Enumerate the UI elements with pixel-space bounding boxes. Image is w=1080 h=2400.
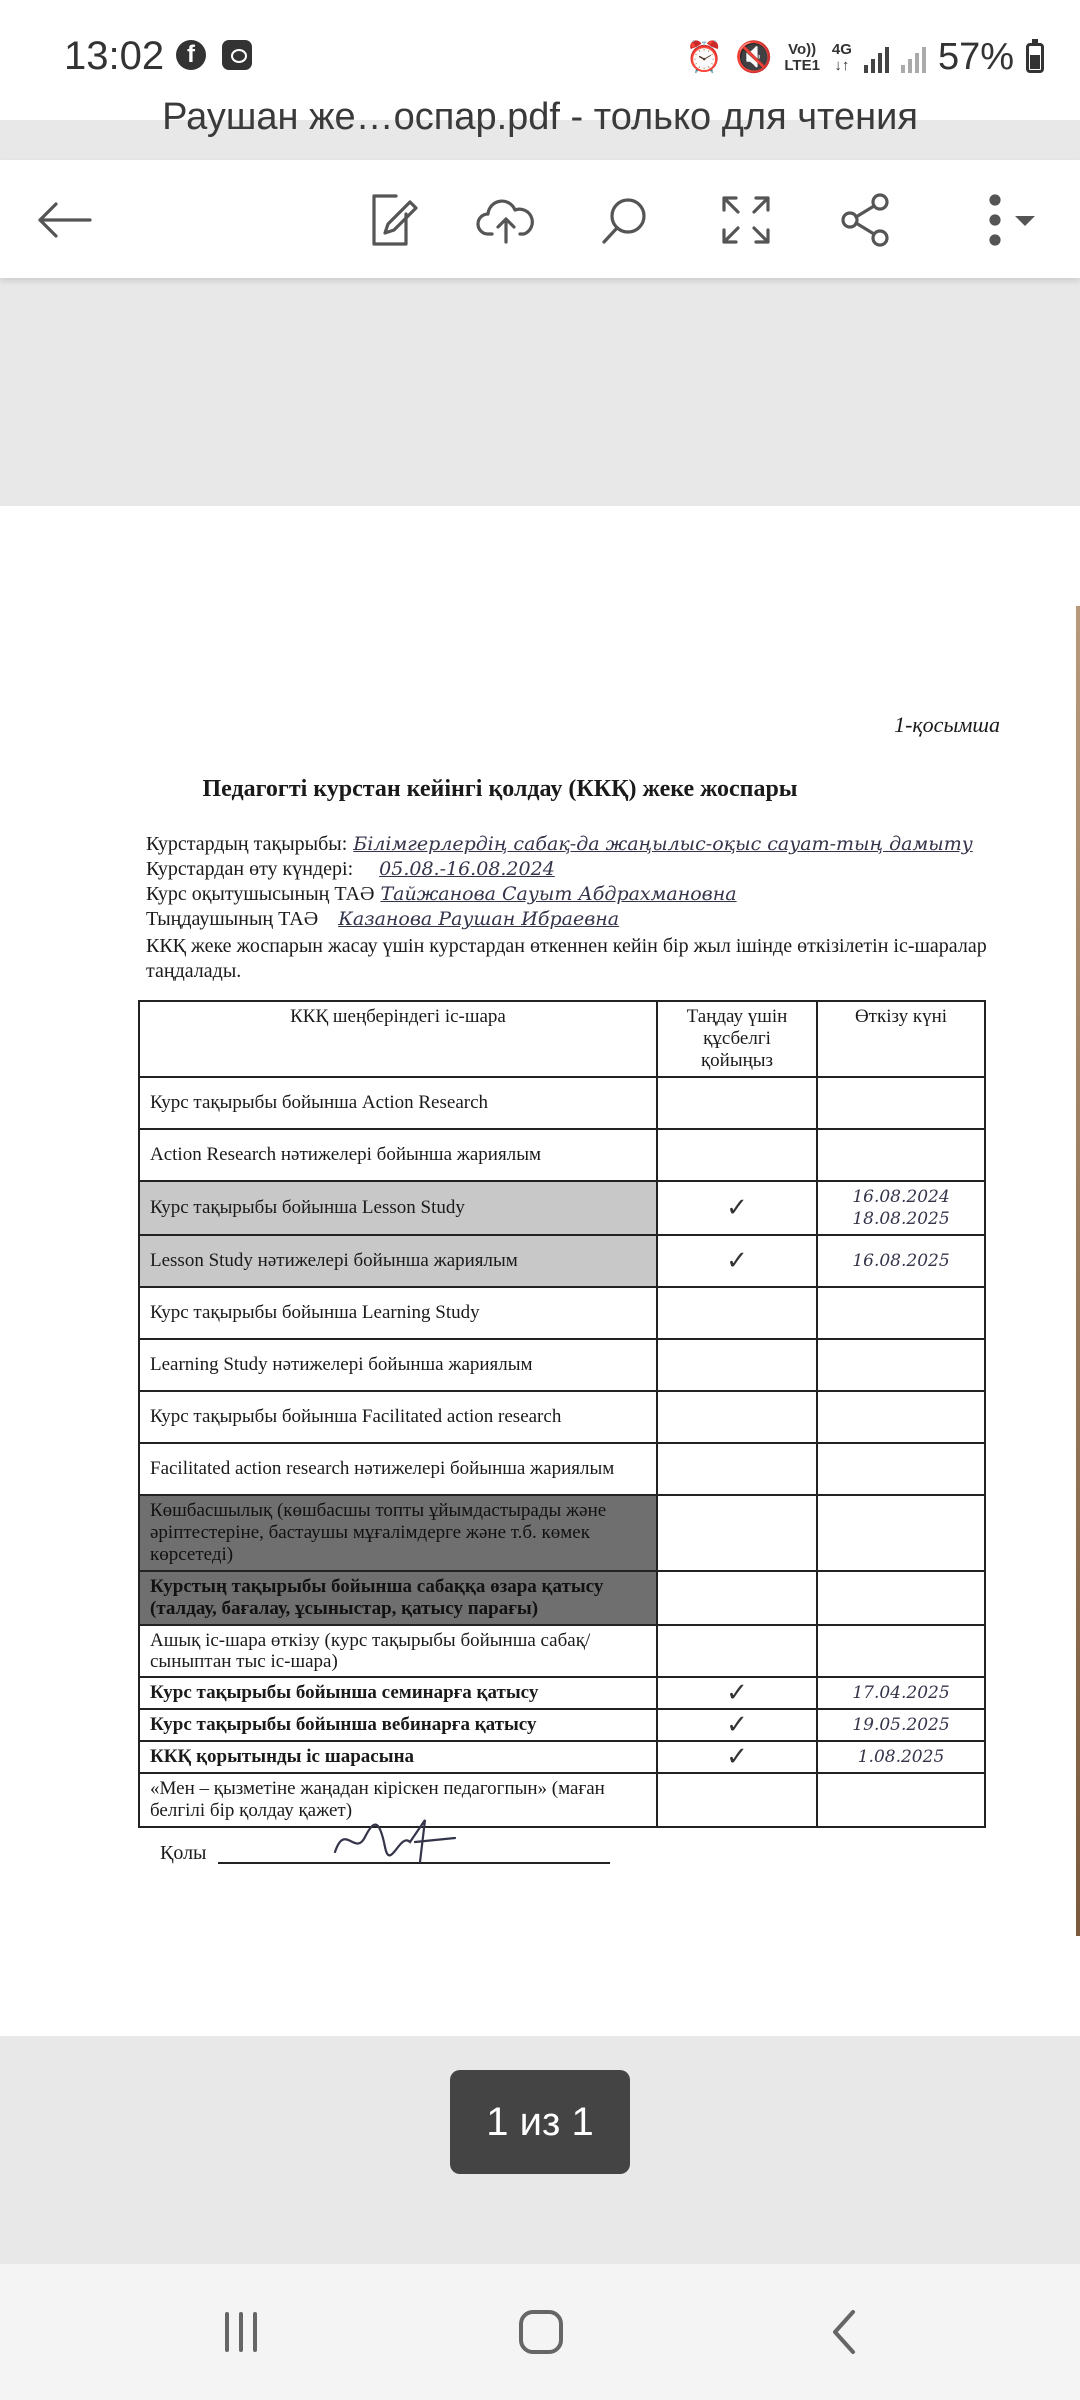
table-row: Ашық іс-шара өткізу (курс тақырыбы бойынша сабақ/сыныптан тыс іс-шара) bbox=[139, 1625, 985, 1677]
table-row: Facilitated action research нәтижелері бойынша жариялым bbox=[139, 1443, 985, 1495]
handwritten-date: 19.05.2025 bbox=[817, 1709, 985, 1741]
checkmark: ✓ bbox=[657, 1181, 817, 1235]
battery-percent: 57% bbox=[937, 36, 1014, 78]
table-row: «Мен – қызметіне жаңадан кіріскен педагогпын» (маған белгілі бір қолдау қажет) bbox=[139, 1773, 985, 1827]
fullscreen-icon[interactable] bbox=[710, 184, 782, 256]
back-icon[interactable] bbox=[800, 2302, 890, 2362]
plan-intro: ККҚ жеке жоспарын жасау үшін курстардан өткеннен кейін бір жыл ішінде өткізілетін іс-шаралар таңдалады. bbox=[146, 935, 987, 982]
plan-fields bbox=[146, 832, 1016, 984]
table-row: Lesson Study нәтижелері бойынша жариялым ✓ 16.08.2025 bbox=[139, 1235, 985, 1287]
checkmark: ✓ bbox=[657, 1235, 817, 1287]
checkmark: ✓ bbox=[657, 1741, 817, 1773]
message-icon bbox=[222, 40, 252, 70]
cloud-upload-icon[interactable] bbox=[470, 184, 542, 256]
pdf-page[interactable] bbox=[0, 506, 1080, 2036]
handwritten-signature bbox=[330, 1812, 460, 1872]
table-row: Курс тақырыбы бойынша Facilitated action research bbox=[139, 1391, 985, 1443]
table-row: Курстың тақырыбы бойынша сабаққа өзара қатысу (талдау, бағалау, ұсыныстар, қатысу парағы) bbox=[139, 1571, 985, 1625]
table-row: Action Research нәтижелері бойынша жариялым bbox=[139, 1129, 985, 1181]
table-header bbox=[139, 1001, 985, 1077]
table-row: Курс тақырыбы бойынша Lesson Study ✓ 16.08.2024 18.08.2025 bbox=[139, 1181, 985, 1235]
table-row: Курс тақырыбы бойынша вебинарға қатысу ✓ 19.05.2025 bbox=[139, 1709, 985, 1741]
document-title: Раушан же…оспар.pdf - только для чтения bbox=[162, 96, 918, 138]
battery-icon bbox=[1026, 43, 1044, 73]
share-icon[interactable] bbox=[830, 184, 902, 256]
recent-apps-icon[interactable] bbox=[196, 2302, 286, 2362]
handwritten-date: 17.04.2025 bbox=[817, 1677, 985, 1709]
table-row: Курс тақырыбы бойынша Action Research bbox=[139, 1077, 985, 1129]
table-row: Курс тақырыбы бойынша Learning Study bbox=[139, 1287, 985, 1339]
toolbar bbox=[0, 160, 1080, 278]
page-counter: 1 из 1 bbox=[450, 2070, 630, 2174]
handwritten-date: 1.08.2025 bbox=[817, 1741, 985, 1773]
column-header: Таңдау үшін құсбелгі қойыңыз bbox=[657, 1001, 817, 1077]
scanned-document bbox=[0, 506, 1080, 2036]
column-header: ККҚ шеңберіндегі іс-шара bbox=[139, 1001, 657, 1077]
volte-icon: Vo)) LTE1 bbox=[784, 40, 820, 74]
appendix-label: 1-қосымша bbox=[894, 712, 1000, 737]
mute-icon: 🔇 bbox=[735, 41, 773, 74]
signal-2-icon bbox=[901, 43, 926, 73]
table-row: Көшбасшылық (көшбасшы топты ұйымдастырады және әріптестеріне, бастаушы мұғалімдерге және т.б. көмек көрсетеді) bbox=[139, 1495, 985, 1571]
field-trainer-name: Курс оқытушысының ТАӘ Тайжанова Сауыт Абдрахмановна bbox=[146, 883, 737, 905]
column-header: Өткізу күні bbox=[817, 1001, 985, 1077]
handwritten-date: 16.08.2025 bbox=[817, 1235, 985, 1287]
facebook-icon: f bbox=[176, 40, 206, 70]
back-arrow-icon[interactable] bbox=[28, 184, 100, 256]
plan-heading: Педагогті курстан кейінгі қолдау (ККҚ) жеке жоспары bbox=[202, 776, 798, 802]
navigation-bar bbox=[0, 2264, 1080, 2400]
more-options-icon[interactable] bbox=[960, 184, 1060, 256]
status-time: 13:02 bbox=[64, 34, 165, 78]
field-course-topic: Курстардың тақырыбы: Білімгерлердің сабақ-да жаңылыс-оқыс сауат-тың дамыту bbox=[146, 833, 973, 855]
table-row: Learning Study нәтижелері бойынша жариялым bbox=[139, 1339, 985, 1391]
handwritten-date: 16.08.2024 18.08.2025 bbox=[817, 1181, 985, 1235]
table-row: ККҚ қорытынды іс шарасына ✓ 1.08.2025 bbox=[139, 1741, 985, 1773]
checkmark: ✓ bbox=[657, 1709, 817, 1741]
alarm-icon: ⏰ bbox=[685, 41, 723, 74]
field-course-dates: Курстардан өту күндері: 05.08.-16.08.2024 bbox=[146, 858, 555, 880]
search-icon[interactable] bbox=[588, 184, 660, 256]
mobile-data-icon: 4G ↓↑ bbox=[831, 40, 852, 74]
home-icon[interactable] bbox=[496, 2302, 586, 2362]
field-listener-name: Тыңдаушының ТАӘ Казанова Раушан Ибраевна bbox=[146, 908, 620, 930]
signal-icon bbox=[864, 43, 889, 73]
signature-label: Қолы bbox=[160, 1842, 207, 1864]
edit-document-icon[interactable] bbox=[356, 184, 428, 256]
checkmark: ✓ bbox=[657, 1677, 817, 1709]
table-row: Курс тақырыбы бойынша семинарға қатысу ✓ 17.04.2025 bbox=[139, 1677, 985, 1709]
activities-table bbox=[138, 1000, 986, 1828]
